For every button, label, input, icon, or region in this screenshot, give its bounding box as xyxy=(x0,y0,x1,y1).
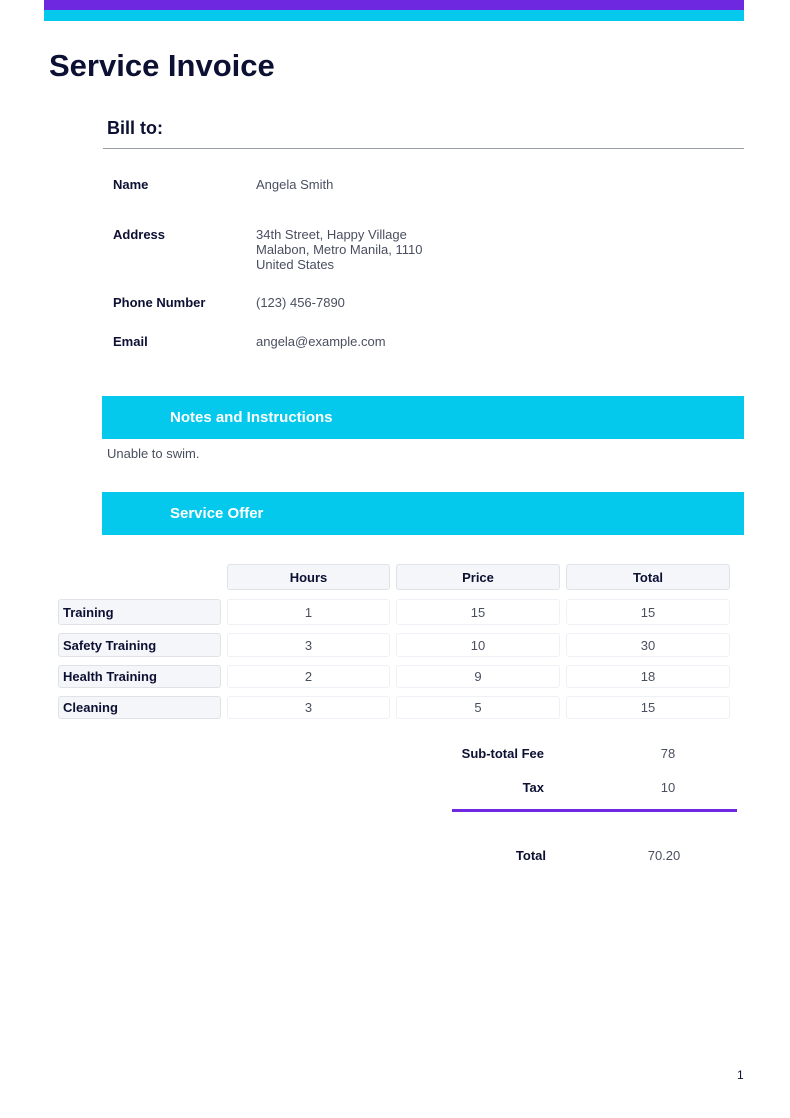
column-header-total: Total xyxy=(566,564,730,590)
row-hours-cleaning: 3 xyxy=(227,696,390,719)
email-label: Email xyxy=(113,334,148,349)
address-line-1: 34th Street, Happy Village xyxy=(256,227,407,242)
header-band-cyan xyxy=(44,10,744,21)
row-hours-health-training: 2 xyxy=(227,665,390,688)
row-name-safety-training: Safety Training xyxy=(58,633,221,657)
address-value xyxy=(256,227,422,272)
row-price-cleaning: 5 xyxy=(396,696,560,719)
service-section-bar xyxy=(102,492,744,535)
row-price-training: 15 xyxy=(396,599,560,625)
notes-section-bar xyxy=(102,396,744,439)
row-name-cleaning: Cleaning xyxy=(58,696,221,719)
address-line-3: United States xyxy=(256,257,335,272)
subtotal-label: Sub-total Fee xyxy=(461,746,544,761)
page-title: Service Invoice xyxy=(49,48,275,83)
notes-text: Unable to swim. xyxy=(107,446,200,461)
total-value: 70.20 xyxy=(647,848,681,863)
bill-to-heading: Bill to: xyxy=(107,118,163,138)
phone-label: Phone Number xyxy=(113,295,206,310)
notes-heading: Notes and Instructions xyxy=(170,409,333,426)
header-band-purple xyxy=(44,0,744,10)
row-total-health-training: 18 xyxy=(566,665,730,688)
row-hours-safety-training: 3 xyxy=(227,633,390,657)
row-total-safety-training: 30 xyxy=(566,633,730,657)
tax-label: Tax xyxy=(522,780,544,795)
page-number: 1 xyxy=(737,1068,744,1082)
tax-value: 10 xyxy=(660,780,676,795)
bill-to-divider xyxy=(103,148,744,149)
summary-divider xyxy=(452,809,737,812)
address-line-2: Malabon, Metro Manila, 1110 xyxy=(256,242,423,257)
row-price-safety-training: 10 xyxy=(396,633,560,657)
column-header-hours: Hours xyxy=(227,564,390,590)
name-label: Name xyxy=(113,177,149,192)
row-name-training: Training xyxy=(58,599,221,625)
row-hours-training: 1 xyxy=(227,599,390,625)
row-price-health-training: 9 xyxy=(396,665,560,688)
address-label: Address xyxy=(113,227,166,242)
subtotal-value: 78 xyxy=(660,746,676,761)
row-name-health-training: Health Training xyxy=(58,665,221,688)
row-total-training: 15 xyxy=(566,599,730,625)
phone-value: (123) 456-7890 xyxy=(256,295,345,310)
service-heading: Service Offer xyxy=(170,505,264,522)
email-value: angela@example.com xyxy=(256,334,386,349)
total-label: Total xyxy=(515,848,546,863)
row-total-cleaning: 15 xyxy=(566,696,730,719)
column-header-price: Price xyxy=(396,564,560,590)
name-value: Angela Smith xyxy=(256,177,334,192)
